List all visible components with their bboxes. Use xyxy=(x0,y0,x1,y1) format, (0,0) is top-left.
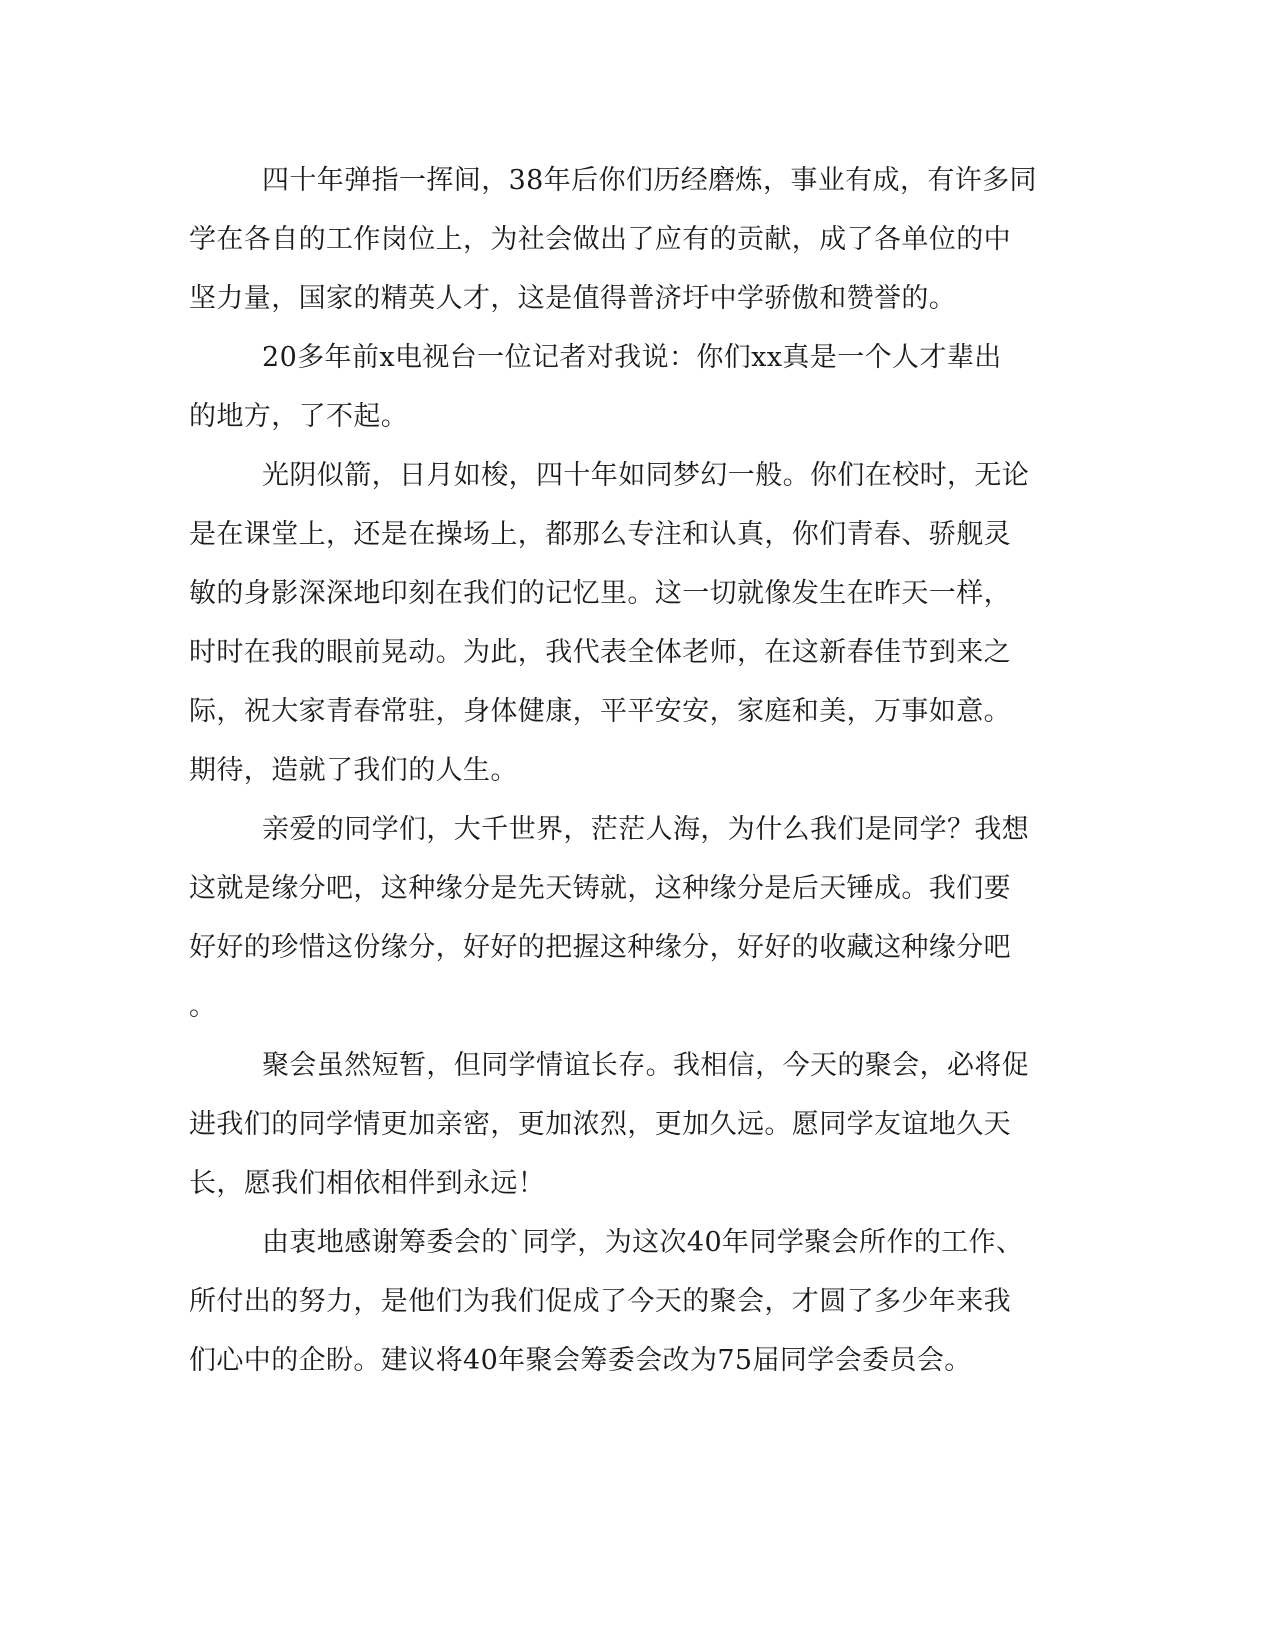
paragraph-3-line-2: 是在课堂上，还是在操场上，都那么专注和认真，你们青春、骄舰灵 xyxy=(189,519,1011,550)
paragraph-6-line-2: 所付出的努力，是他们为我们促成了今天的聚会，才圆了多少年来我 xyxy=(189,1286,1011,1317)
paragraph-3-line-6: 期待，造就了我们的人生。 xyxy=(189,755,518,786)
paragraph-3-line-3: 敏的身影深深地印刻在我们的记忆里。这一切就像发生在昨天一样， xyxy=(189,578,1011,609)
paragraph-5-line-2: 进我们的同学情更加亲密，更加浓烈，更加久远。愿同学友谊地久天 xyxy=(189,1109,1011,1140)
paragraph-5-line-1: 聚会虽然短暂，但同学情谊长存。我相信，今天的聚会，必将促 xyxy=(262,1050,1030,1081)
paragraph-1-line-2: 学在各自的工作岗位上，为社会做出了应有的贡献，成了各单位的中 xyxy=(189,224,1011,255)
paragraph-4-line-2: 这就是缘分吧，这种缘分是先天铸就，这种缘分是后天锤成。我们要 xyxy=(189,873,1011,904)
paragraph-4-line-1: 亲爱的同学们，大千世界，茫茫人海，为什么我们是同学？我想 xyxy=(262,814,1030,845)
paragraph-6-line-1: 由衷地感谢筹委会的`同学，为这次40年同学聚会所作的工作、 xyxy=(262,1227,1024,1258)
paragraph-2-line-2: 的地方，了不起。 xyxy=(189,401,409,432)
paragraph-3-line-5: 际，祝大家青春常驻，身体健康，平平安安，家庭和美，万事如意。 xyxy=(189,696,1011,727)
paragraph-6-line-3: 们心中的企盼。建议将40年聚会筹委会改为75届同学会委员会。 xyxy=(189,1345,972,1376)
paragraph-3-line-1: 光阴似箭，日月如梭，四十年如同梦幻一般。你们在校时，无论 xyxy=(262,460,1030,491)
paragraph-2-line-1: 20多年前x电视台一位记者对我说：你们xx真是一个人才辈出 xyxy=(262,342,1002,373)
paragraph-3-line-4: 时时在我的眼前晃动。为此，我代表全体老师，在这新春佳节到来之 xyxy=(189,637,1011,668)
paragraph-1-line-3: 坚力量，国家的精英人才，这是值得普济圩中学骄傲和赞誉的。 xyxy=(189,283,957,314)
paragraph-4-line-3: 好好的珍惜这份缘分，好好的把握这种缘分，好好的收藏这种缘分吧 xyxy=(189,932,1011,963)
paragraph-4-line-4: 。 xyxy=(189,991,217,1022)
paragraph-1-line-1: 四十年弹指一挥间，38年后你们历经磨炼，事业有成，有许多同 xyxy=(262,165,1037,196)
paragraph-5-line-3: 长，愿我们相依相伴到永远！ xyxy=(189,1168,546,1199)
